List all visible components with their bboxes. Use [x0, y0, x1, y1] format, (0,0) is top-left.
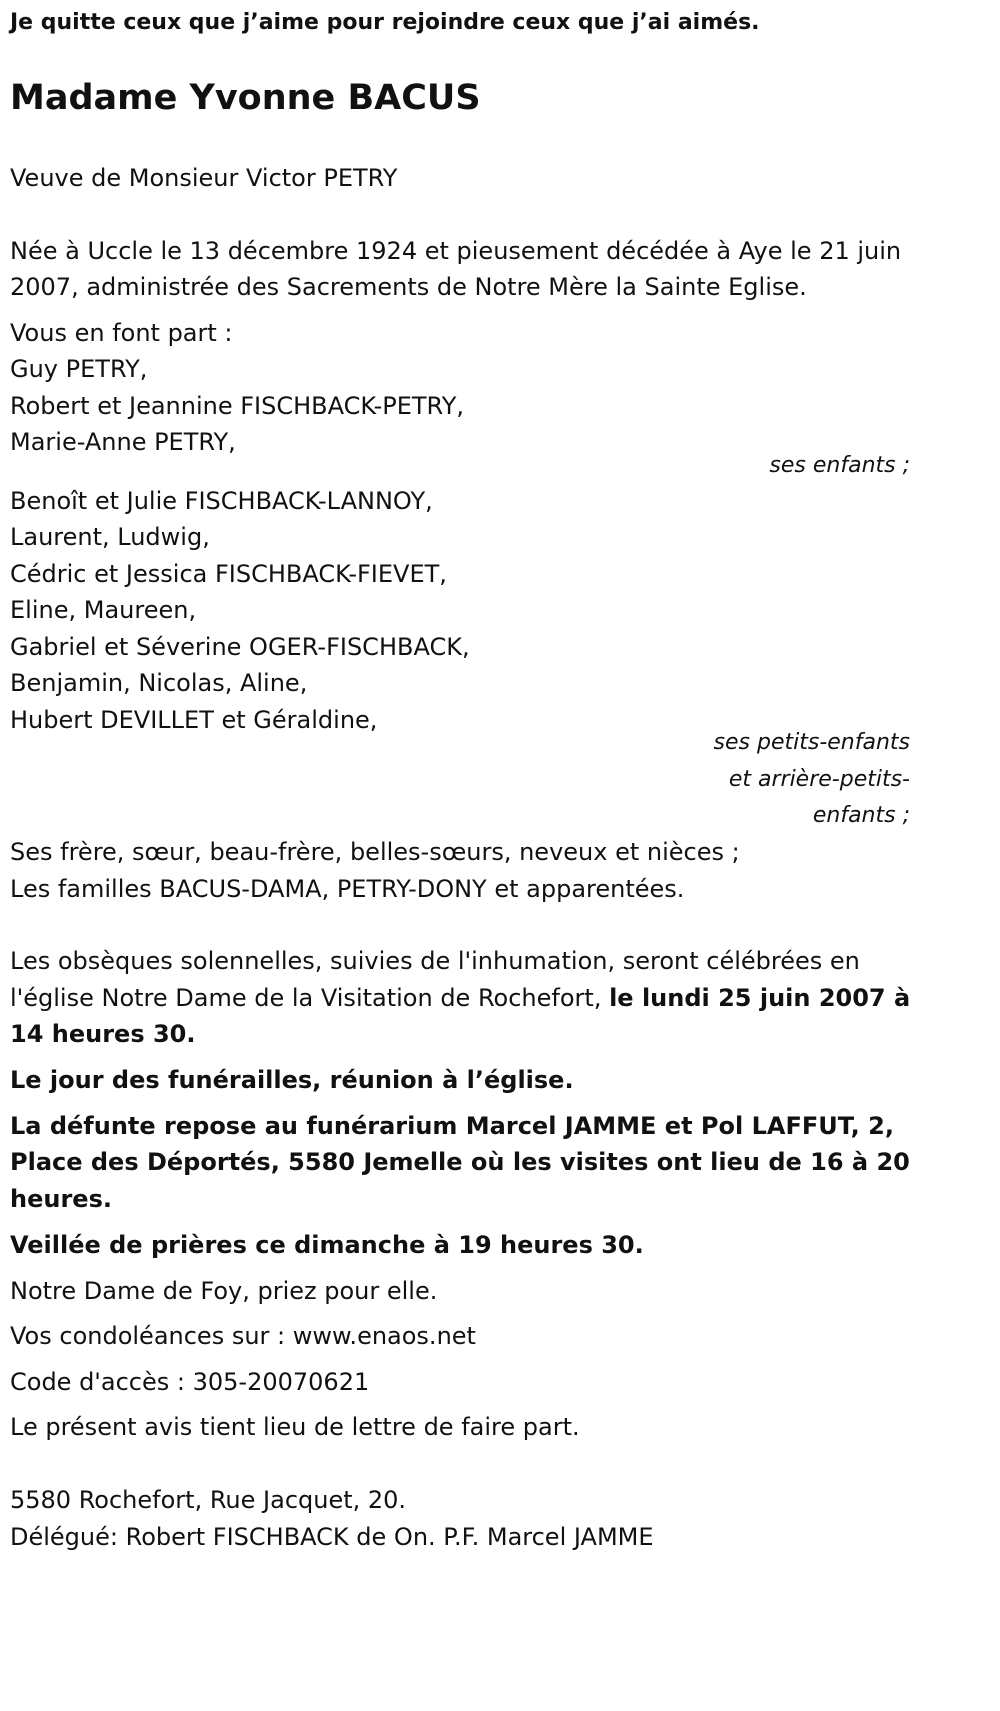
deceased-name: Madame Yvonne BACUS [10, 78, 481, 118]
prayer-line: Notre Dame de Foy, priez pour elle. [10, 1277, 438, 1305]
address-line: 5580 Rochefort, Rue Jacquet, 20. [10, 1486, 407, 1514]
grandchildren-label-line: et arrière-petits- [728, 767, 910, 792]
meeting-note: Le jour des funérailles, réunion à l’église. [10, 1066, 574, 1094]
repose-line-2: Place des Déportés, 5580 Jemelle où les visites ont lieu de 16 à 20 [10, 1148, 910, 1176]
vigil-note: Veillée de prières ce dimanche à 19 heures 30. [10, 1231, 644, 1259]
announce-intro: Vous en font part : [10, 319, 233, 347]
delegate-line: Délégué: Robert FISCHBACK de On. P.F. Marcel JAMME [10, 1523, 654, 1551]
funeral-location: l'église Notre Dame de la Visitation de Rochefort, [10, 984, 610, 1012]
birth-death-line-2: 2007, administrée des Sacrements de Notre Mère la Sainte Eglise. [10, 273, 807, 301]
grandchildren-label-line: enfants ; [812, 803, 910, 828]
widow-of: Veuve de Monsieur Victor PETRY [10, 164, 398, 192]
condolences-line: Vos condoléances sur : www.enaos.net [10, 1322, 476, 1350]
children-label: ses enfants ; [769, 453, 910, 478]
grandchildren-label-line: ses petits-enfants [713, 730, 910, 755]
funeral-date: le lundi 25 juin 2007 à [609, 984, 911, 1012]
access-code: Code d'accès : 305-20070621 [10, 1368, 370, 1396]
notice-line: Le présent avis tient lieu de lettre de faire part. [10, 1413, 580, 1441]
birth-death-line-1: Née à Uccle le 13 décembre 1924 et pieusement décédée à Aye le 21 juin [10, 237, 902, 265]
grandchild-item: Gabriel et Séverine OGER-FISCHBACK, [10, 633, 470, 661]
relatives-line: Ses frère, sœur, beau-frère, belles-sœurs, neveux et nièces ; [10, 838, 740, 866]
funeral-line-2 [10, 983, 910, 1013]
relatives-line: Les familles BACUS-DAMA, PETRY-DONY et apparentées. [10, 875, 685, 903]
grandchild-item: Laurent, Ludwig, [10, 523, 210, 551]
grandchild-item: Hubert DEVILLET et Géraldine, [10, 706, 378, 734]
repose-line-3: heures. [10, 1185, 112, 1213]
funeral-time: 14 heures 30. [10, 1020, 196, 1048]
epigraph: Je quitte ceux que j’aime pour rejoindre ceux que j’ai aimés. [10, 10, 760, 35]
funeral-line-1: Les obsèques solennelles, suivies de l'inhumation, seront célébrées en [10, 947, 860, 975]
repose-line-1: La défunte repose au funérarium Marcel JAMME et Pol LAFFUT, 2, [10, 1112, 894, 1140]
child-item: Marie-Anne PETRY, [10, 428, 236, 456]
child-item: Guy PETRY, [10, 355, 148, 383]
child-item: Robert et Jeannine FISCHBACK-PETRY, [10, 392, 464, 420]
grandchild-item: Cédric et Jessica FISCHBACK-FIEVET, [10, 560, 447, 588]
grandchild-item: Benjamin, Nicolas, Aline, [10, 669, 308, 697]
grandchild-item: Benoît et Julie FISCHBACK-LANNOY, [10, 487, 433, 515]
grandchild-item: Eline, Maureen, [10, 596, 197, 624]
